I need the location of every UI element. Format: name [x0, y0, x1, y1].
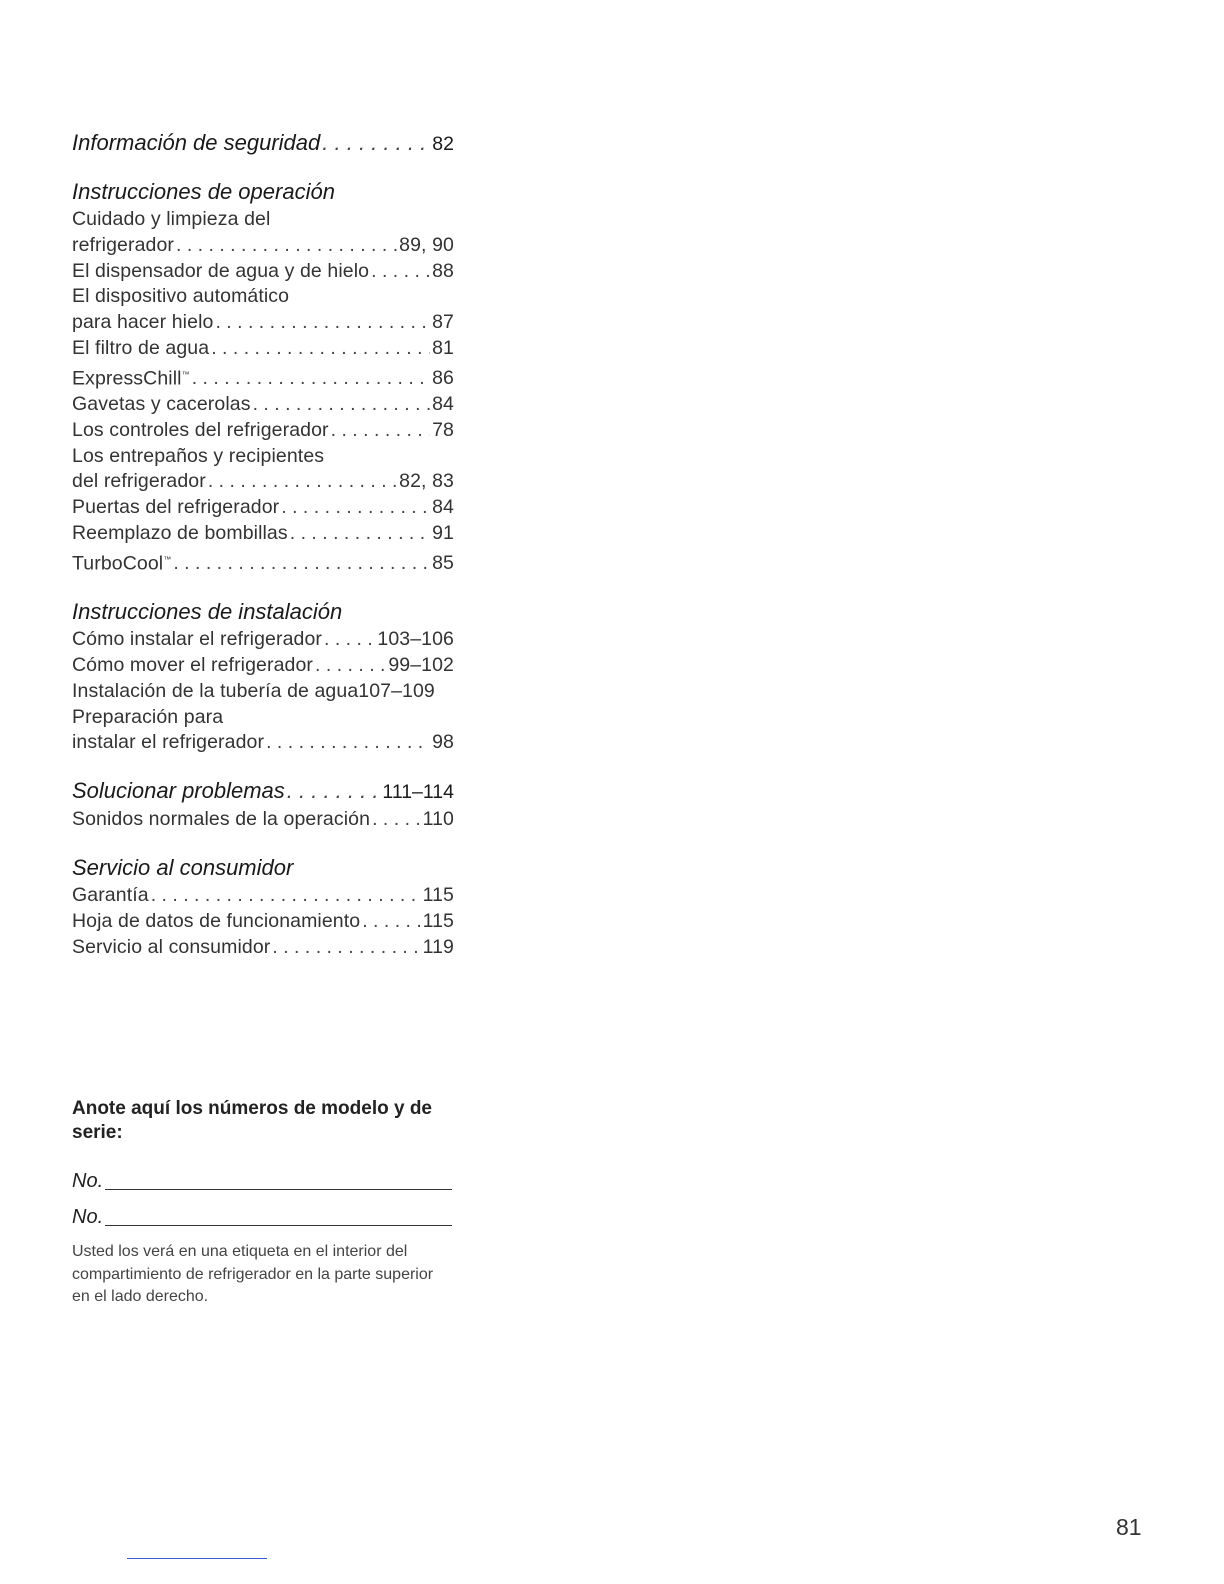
- toc-section-problemas: [72, 776, 454, 833]
- entry-label: Los controles del refrigerador: [72, 418, 329, 441]
- entry-label: [72, 547, 171, 577]
- toc-heading-seguridad[interactable]: [72, 128, 454, 159]
- trademark-mark: ™: [181, 369, 190, 379]
- entry-label: Servicio al consumidor: [72, 935, 271, 958]
- dot-leader: [173, 551, 430, 577]
- toc-entry-controles[interactable]: [72, 418, 454, 444]
- page-ref: 84: [432, 393, 454, 416]
- toc-entry-servicio[interactable]: [72, 935, 454, 961]
- trademark-mark: ™: [163, 554, 172, 564]
- model-number-blank[interactable]: [105, 1189, 452, 1190]
- entry-label: del refrigerador: [72, 470, 206, 493]
- page-ref: 119: [422, 935, 454, 958]
- toc-entry-sonidos[interactable]: [72, 807, 454, 833]
- entry-label: Puertas del refrigerador: [72, 496, 280, 519]
- section-title: Información de seguridad: [72, 130, 321, 155]
- dot-leader: [281, 495, 430, 521]
- page-ref: 82: [432, 133, 454, 155]
- page-ref: 88: [432, 259, 454, 282]
- toc-heading-consumidor: [72, 853, 454, 883]
- page-ref: 84: [432, 496, 454, 519]
- section-title: Servicio al consumidor: [72, 854, 294, 880]
- dot-leader: [253, 392, 431, 418]
- toc-entry-filtro[interactable]: [72, 336, 454, 362]
- entry-label: Preparación para: [72, 705, 224, 728]
- toc-entry-tuberia[interactable]: [72, 679, 454, 705]
- model-serial-box: [72, 1097, 452, 1309]
- page-ref: 78: [432, 418, 454, 441]
- toc-heading-instalacion: [72, 597, 454, 627]
- footer-link-underline: [127, 1558, 267, 1559]
- entry-label: Hoja de datos de funcionamiento: [72, 909, 361, 932]
- dot-leader: [362, 909, 420, 935]
- entry-label: para hacer hielo: [72, 311, 214, 334]
- toc-section-operacion: [72, 177, 454, 577]
- dot-leader: [290, 521, 430, 547]
- page-ref: 115: [422, 909, 454, 932]
- page-ref: 86: [432, 367, 454, 390]
- dot-leader: [211, 336, 430, 362]
- dot-leader: [192, 366, 430, 392]
- entry-label: [72, 362, 190, 392]
- toc-section-seguridad: [72, 128, 454, 159]
- toc-entry-mover[interactable]: [72, 653, 454, 679]
- page-ref: 111–114: [382, 781, 454, 804]
- toc-entry-dispositivo-line1[interactable]: [72, 284, 454, 310]
- entry-label: Garantía: [72, 883, 149, 906]
- entry-label: Cuidado y limpieza del: [72, 208, 271, 230]
- dot-leader: [272, 935, 420, 961]
- section-title: Solucionar problemas: [72, 778, 285, 804]
- toc-entry-hoja[interactable]: [72, 909, 454, 935]
- entry-label: Gavetas y cacerolas: [72, 393, 251, 416]
- toc-entry-bombillas[interactable]: [72, 521, 454, 547]
- toc-section-instalacion: [72, 597, 454, 756]
- model-serial-heading: Anote aquí los números de modelo y de serie:: [72, 1098, 432, 1143]
- page-ref: 99–102: [388, 653, 454, 676]
- dot-leader: [322, 128, 430, 158]
- model-number-line[interactable]: [72, 1157, 452, 1193]
- toc-heading-problemas[interactable]: [72, 776, 454, 807]
- page-number: 81: [1116, 1514, 1142, 1540]
- model-number-label: No.: [72, 1170, 104, 1192]
- toc-section-consumidor: [72, 853, 454, 960]
- page-ref: 103–106: [377, 628, 454, 651]
- dot-leader: [371, 259, 430, 285]
- dot-leader: [266, 730, 430, 756]
- entry-label: El filtro de agua: [72, 336, 210, 359]
- toc-entry-entrepanos[interactable]: [72, 469, 454, 495]
- page-ref: 81: [432, 336, 454, 359]
- dot-leader: [315, 653, 386, 679]
- toc-entry-preparacion-line1[interactable]: [72, 705, 454, 731]
- entry-label: instalar el refrigerador: [72, 731, 265, 754]
- page-ref: 85: [432, 552, 454, 575]
- page-ref: 115: [422, 883, 454, 906]
- dot-leader: [151, 883, 421, 909]
- page-ref: 89, 90: [399, 233, 454, 256]
- dot-leader: [324, 627, 375, 653]
- dot-leader: [331, 418, 430, 444]
- serial-number-label: No.: [72, 1206, 104, 1228]
- section-title: Instrucciones de instalación: [72, 599, 343, 625]
- entry-label-text: TurboCool: [72, 552, 164, 575]
- toc-entry-expresschill[interactable]: [72, 362, 454, 392]
- entry-label: Cómo instalar el refrigerador: [72, 628, 323, 651]
- entry-label: refrigerador: [72, 233, 174, 256]
- entry-label: Cómo mover el refrigerador: [72, 653, 314, 676]
- toc-heading-operacion: [72, 177, 454, 207]
- toc-entry-dispensador[interactable]: [72, 259, 454, 285]
- entry-label: El dispensador de agua y de hielo: [72, 259, 370, 282]
- page-ref: 91: [432, 522, 454, 545]
- serial-number-line[interactable]: [72, 1193, 452, 1229]
- entry-label: Sonidos normales de la operación: [72, 808, 371, 831]
- entry-label-text: ExpressChill: [72, 367, 182, 390]
- entry-label: Instalación de la tubería de agua: [72, 679, 359, 702]
- section-title: Instrucciones de operación: [72, 179, 335, 204]
- entry-label: Los entrepaños y recipientes: [72, 444, 325, 467]
- toc-entry-cuidado[interactable]: [72, 233, 454, 259]
- toc-entry-entrepanos-line1[interactable]: [72, 444, 454, 470]
- toc-entry-garantia[interactable]: [72, 883, 454, 909]
- toc-entry-dispositivo[interactable]: [72, 310, 454, 336]
- toc-entry-cuidado-line1[interactable]: [72, 207, 454, 233]
- toc-entry-gavetas[interactable]: [72, 392, 454, 418]
- dot-leader: [215, 310, 430, 336]
- serial-number-blank[interactable]: [105, 1225, 452, 1226]
- label-location-note: Usted los verá en una etiqueta en el interior del compartimiento de refrigerador en la parte superior en el lado derecho.: [72, 1243, 434, 1305]
- dot-leader: [372, 807, 421, 833]
- toc-entry-puertas[interactable]: [72, 495, 454, 521]
- dot-leader: [287, 776, 381, 806]
- page-ref: 110: [422, 808, 454, 831]
- dot-leader: [208, 469, 397, 495]
- page-ref: 107–109: [358, 679, 435, 702]
- toc-entry-preparacion[interactable]: [72, 730, 454, 756]
- page-ref: 98: [432, 731, 454, 754]
- entry-label: Reemplazo de bombillas: [72, 522, 288, 545]
- toc-entry-turbocool[interactable]: [72, 547, 454, 577]
- page-ref: 82, 83: [399, 470, 454, 493]
- table-of-contents: [72, 128, 454, 960]
- entry-label: El dispositivo automático: [72, 285, 290, 308]
- page-ref: 87: [432, 311, 454, 334]
- toc-entry-instalar[interactable]: [72, 627, 454, 653]
- dot-leader: [176, 233, 397, 259]
